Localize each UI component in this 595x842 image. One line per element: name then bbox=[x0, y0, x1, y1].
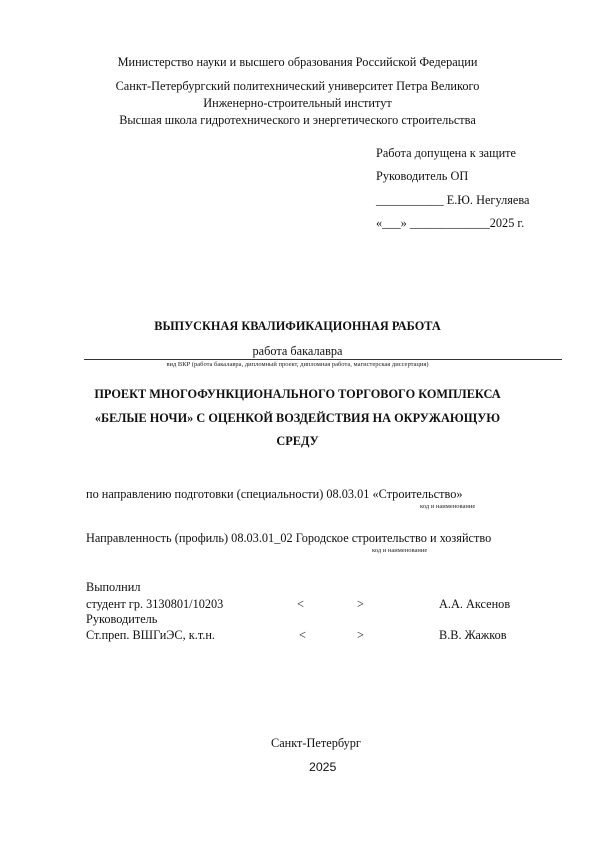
school-line: Высшая школа гидротехнического и энергетического строительства bbox=[119, 113, 476, 127]
student-gt: > bbox=[357, 597, 364, 611]
direction-text: по направлению подготовки (специальности) 08.03.01 «Строительство» bbox=[86, 487, 463, 501]
institute-line: Инженерно-строительный институт bbox=[203, 96, 392, 110]
student-lt: < bbox=[297, 597, 304, 611]
work-type-caption: вид ВКР (работа бакалавра, дипломный проект, дипломная работа, магистерская диссертация) bbox=[166, 361, 429, 368]
profile-text: Направленность (профиль) 08.03.01_02 Городское строительство и хозяйство bbox=[86, 531, 492, 545]
work-type-underline bbox=[84, 359, 562, 360]
direction-caption: код и наименование bbox=[420, 503, 476, 510]
ministry-line: Министерство науки и высшего образования Российской Федерации bbox=[117, 55, 478, 69]
university-line: Санкт-Петербургский политехнический университет Петра Великого bbox=[115, 79, 480, 93]
supervisor-name: В.В. Жажков bbox=[439, 628, 507, 642]
student-name: А.А. Аксенов bbox=[439, 597, 511, 611]
topic-line-2: «БЕЛЫЕ НОЧИ» С ОЦЕНКОЙ ВОЗДЕЙСТВИЯ НА ОКРУЖАЮЩУЮ bbox=[94, 411, 501, 425]
approval-date: «___» _____________2025 г. bbox=[376, 216, 525, 230]
admitted-text: Работа допущена к защите bbox=[376, 146, 517, 160]
supervisor-label: Руководитель bbox=[86, 612, 158, 626]
footer-year: 2025 bbox=[309, 760, 337, 774]
topic-line-3: СРЕДУ bbox=[276, 434, 319, 448]
profile-caption: код и наименование bbox=[372, 547, 428, 554]
work-title: ВЫПУСКНАЯ КВАЛИФИКАЦИОННАЯ РАБОТА bbox=[154, 319, 441, 333]
head-label: Руководитель ОП bbox=[376, 169, 469, 183]
work-type: работа бакалавра bbox=[252, 344, 343, 358]
footer-city: Санкт-Петербург bbox=[271, 736, 361, 750]
supervisor-role: Ст.преп. ВШГиЭС, к.т.н. bbox=[86, 628, 216, 642]
supervisor-gt: > bbox=[357, 628, 364, 642]
student-role: студент гр. 3130801/10203 bbox=[86, 597, 224, 611]
head-signature: ___________ Е.Ю. Негуляева bbox=[376, 193, 530, 207]
topic-line-1: ПРОЕКТ МНОГОФУНКЦИОНАЛЬНОГО ТОРГОВОГО КОМПЛЕКСА bbox=[94, 387, 501, 401]
supervisor-lt: < bbox=[299, 628, 306, 642]
performed-label: Выполнил bbox=[86, 580, 141, 594]
